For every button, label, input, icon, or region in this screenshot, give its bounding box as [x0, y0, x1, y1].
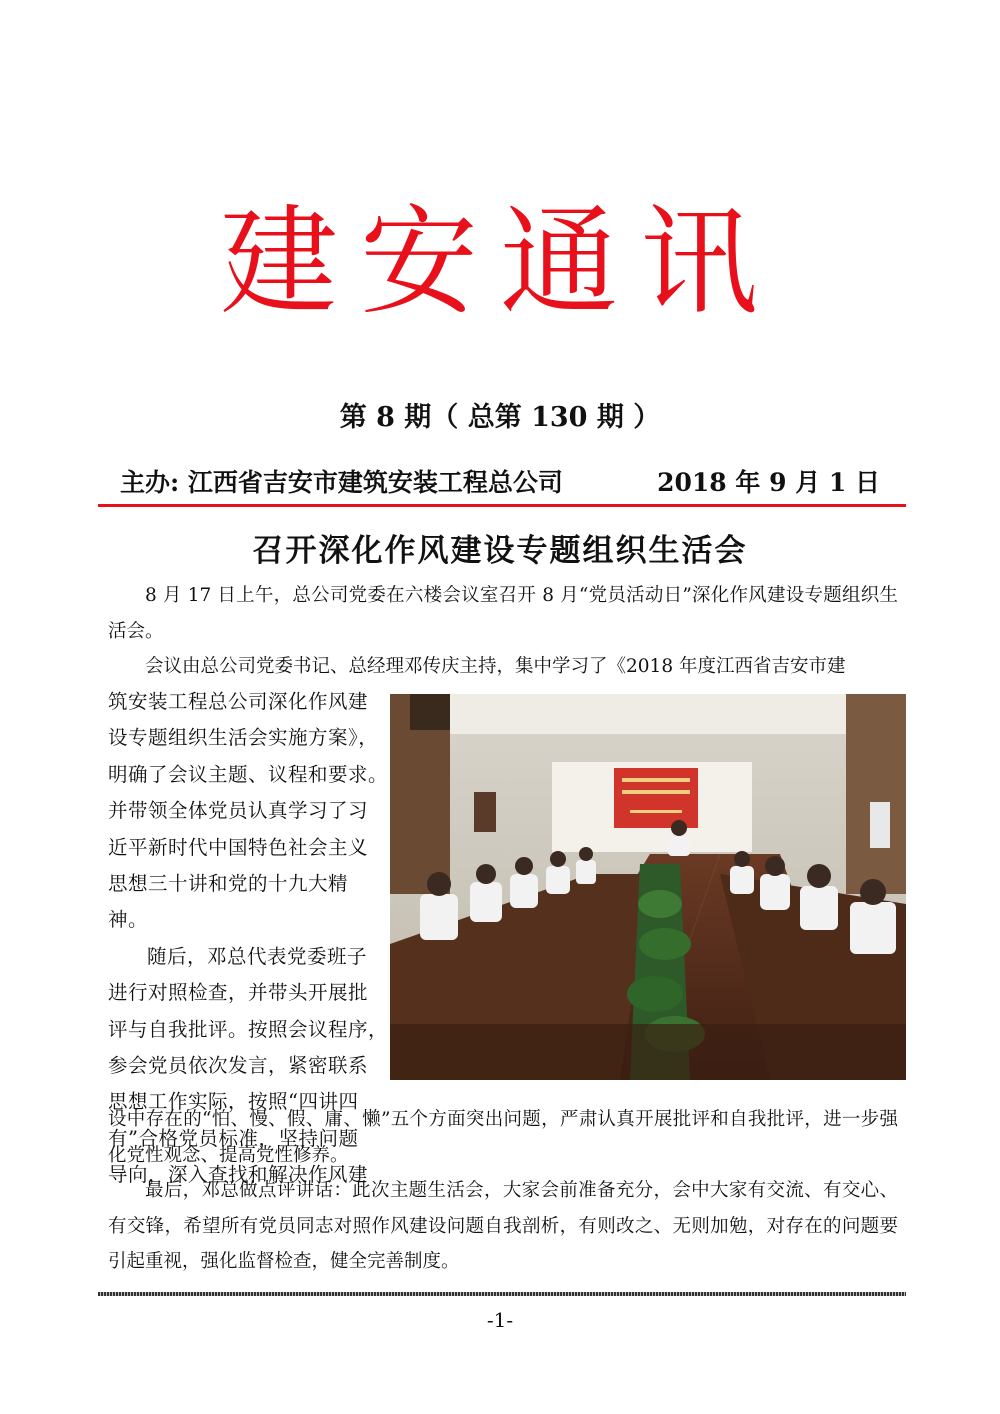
paragraph-1: 8 月 17 日上午，总公司党委在六楼会议室召开 8 月“党员活动日”深化作风建设专题组织生活会。 [108, 585, 898, 642]
wrapped-line: 有”合格党员标准，坚持问题 [108, 1126, 359, 1150]
wrapped-line: 明确了会议主题、议程和要求。 [108, 762, 389, 786]
wrapped-line: 导向，深入查找和解决作风建 [108, 1163, 369, 1187]
wrapped-line: 近平新时代中国特色社会主义 [108, 835, 369, 859]
footer-rule [98, 1292, 906, 1296]
wrapped-line: 进行对照检查，并带头开展批 [108, 981, 369, 1005]
article-headline: 召开深化作风建设专题组织生活会 [252, 533, 748, 569]
wrapped-line: 并带领全体党员认真学习了习 [108, 799, 369, 823]
wrapped-line: 随后，邓总代表党委班子 [147, 944, 368, 968]
masthead-title: 建安通讯 [219, 193, 780, 331]
wrapped-line: 思想三十讲和党的十九大精 [108, 872, 349, 896]
wrapped-line: 筑安装工程总公司深化作风建 [108, 690, 369, 713]
page-number: -1- [486, 1308, 514, 1332]
meeting-photo [390, 694, 906, 1080]
wrapped-line: 参会党员依次发言，紧密联系 [108, 1054, 369, 1078]
sponsor-line: 主办: 江西省吉安市建筑安装工程总公司 [120, 468, 563, 497]
header-rule [98, 504, 906, 507]
wrapped-line: 神。 [108, 908, 149, 932]
paragraph-2-first-line: 会议由总公司党委书记、总经理邓传庆主持，集中学习了《2018 年度江西省吉安市建 [145, 656, 846, 677]
issue-number: 第 8 期（ 总第 130 期 ） [339, 402, 661, 433]
wrapped-line: 评与自我批评。按照会议程序， [108, 1017, 389, 1041]
wrapped-line: 设专题组织生活会实施方案》， [108, 726, 379, 750]
wrapped-line: 思想工作实际，按照“四讲四 [108, 1090, 359, 1114]
paragraph-4: 最后，邓总做点评讲话：此次主题生活会，大家会前准备充分，会中大家有交流、有交心、有交锋，希望所有党员同志对照作风建设问题自我剖析，有则改之、无则加勉，对存在的问题要引起重视，强化监督检查，健全完善制度。 [108, 1180, 898, 1272]
publish-date: 2018 年 9 月 1 日 [657, 468, 880, 497]
paragraph-3-continued: 设中存在的“怕、慢、假、庸、懒”五个方面突出问题，严肃认真开展批评和自我批评，进一步强化党性观念、提高党性修养。 [108, 1109, 898, 1166]
